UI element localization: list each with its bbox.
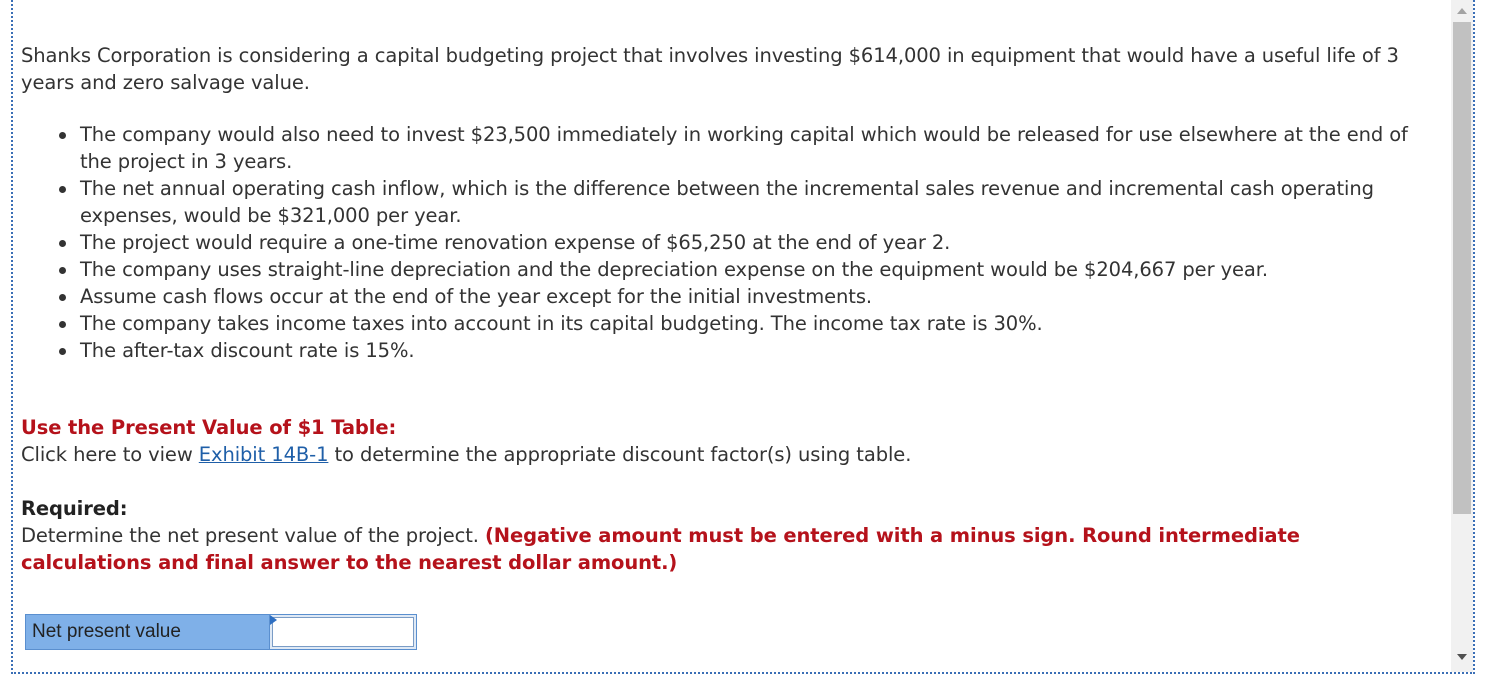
required-instruction: Determine the net present value of the project. — [21, 524, 485, 547]
pv-text-after: to determine the appropriate discount factor(s) using table. — [328, 443, 912, 466]
scroll-thumb[interactable] — [1453, 22, 1471, 514]
answer-cell — [270, 614, 417, 650]
bullet-item: The company uses straight-line depreciation and the depreciation expense on the equipment would be $204,667 per year. — [80, 256, 1431, 283]
vertical-scrollbar[interactable] — [1451, 0, 1473, 672]
required-heading: Required: — [21, 497, 128, 520]
scroll-down-button[interactable] — [1451, 646, 1473, 668]
question-content — [21, 42, 1431, 576]
cell-marker-icon — [270, 615, 277, 625]
pv-table-instruction — [21, 441, 1431, 468]
arrow-down-icon — [1457, 654, 1467, 660]
pv-text-before: Click here to view — [21, 443, 199, 466]
bullet-item: The company takes income taxes into account in its capital budgeting. The income tax rate is 30%. — [80, 310, 1431, 337]
scroll-up-button[interactable] — [1451, 0, 1473, 22]
arrow-up-icon — [1457, 8, 1467, 14]
pv-table-heading: Use the Present Value of $1 Table: — [21, 416, 397, 439]
required-text — [21, 522, 1431, 576]
bullet-item: The net annual operating cash inflow, which is the difference between the incremental sales revenue and incremental cash operating expenses, would be $321,000 per year. — [80, 175, 1431, 229]
problem-intro: Shanks Corporation is considering a capital budgeting project that involves investing $614,000 in equipment that would have a useful life of 3 years and zero salvage value. — [21, 44, 1399, 94]
bullet-item: The company would also need to invest $23,500 immediately in working capital which would be released for use elsewhere at the end of the project in 3 years. — [80, 121, 1431, 175]
net-present-value-input[interactable] — [272, 617, 414, 647]
exhibit-link[interactable]: Exhibit 14B-1 — [198, 443, 329, 466]
net-present-value-label: Net present value — [25, 614, 270, 650]
answer-row — [25, 614, 417, 650]
bullet-item: The after-tax discount rate is 15%. — [80, 337, 1431, 364]
bullet-item: The project would require a one-time renovation expense of $65,250 at the end of year 2. — [80, 229, 1431, 256]
problem-bullets — [21, 121, 1431, 364]
required-emphasis: (Negative amount must be entered with a minus sign. Round intermediate calculations and final answer to the nearest dollar amount.) — [21, 524, 1300, 574]
bullet-item: Assume cash flows occur at the end of the year except for the initial investments. — [80, 283, 1431, 310]
